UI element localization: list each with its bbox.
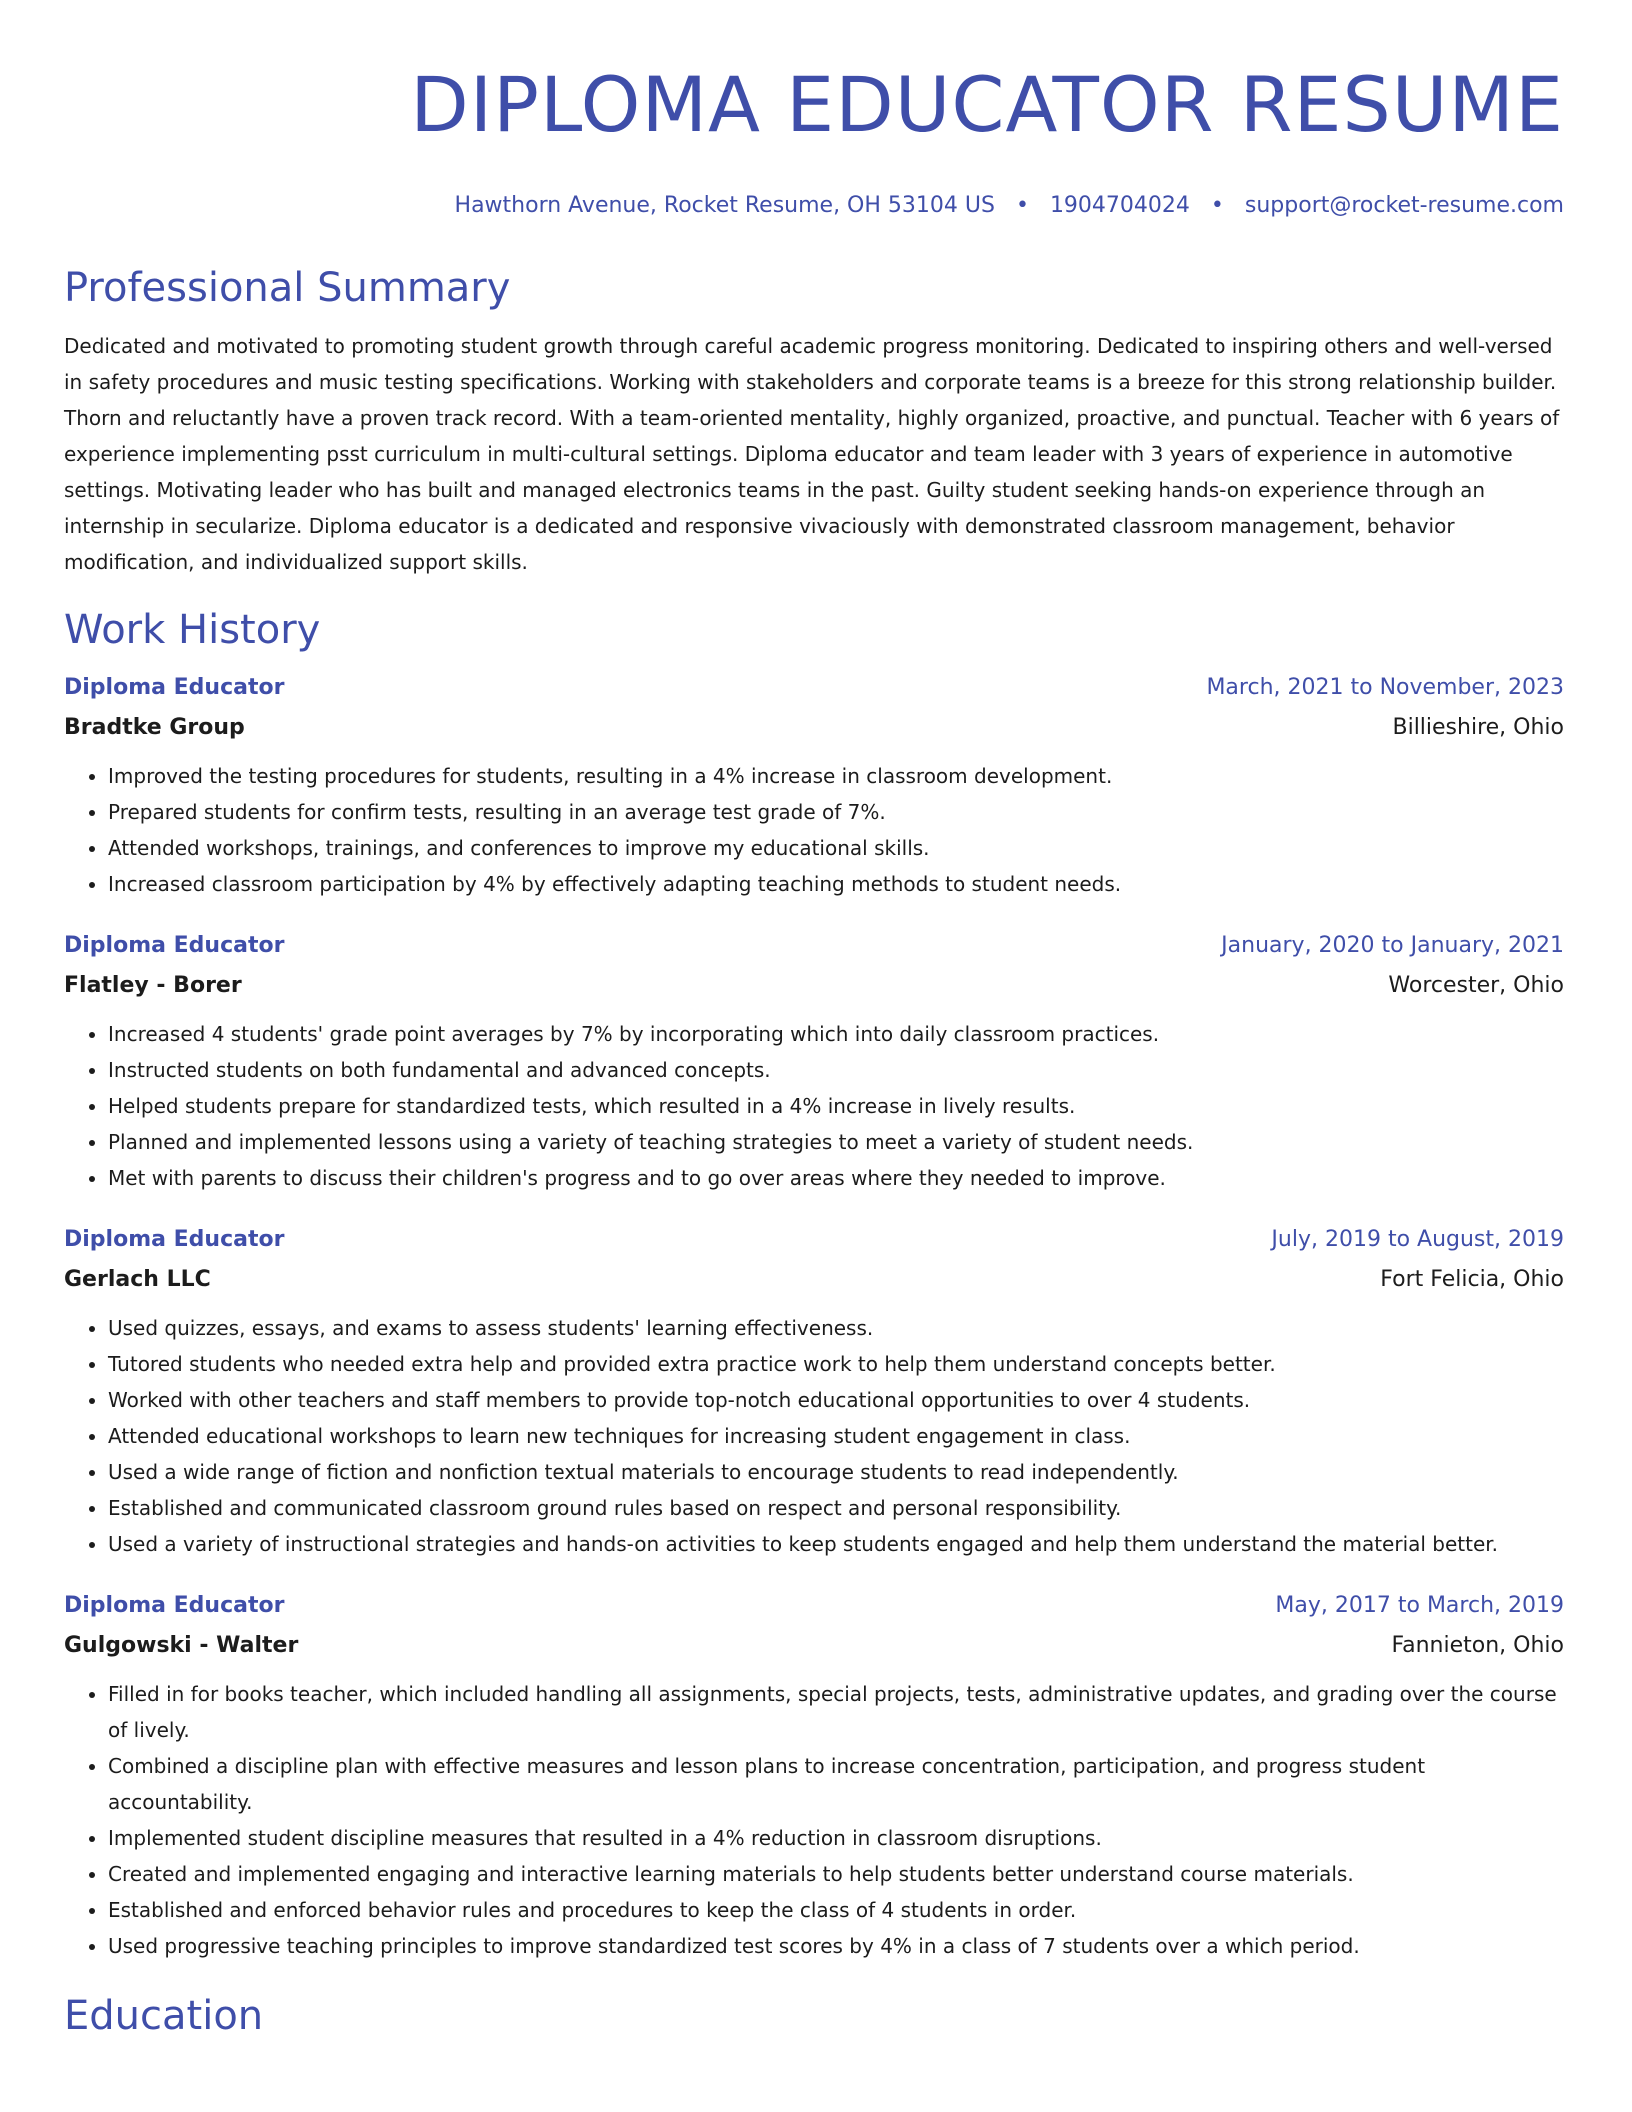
job-bullet: • Worked with other teachers and staff members to provide top-notch educational opportunities to over 4 students.	[108, 1382, 1564, 1418]
job-dates: July, 2019 to August, 2019	[1271, 1227, 1564, 1252]
job-role: Diploma Educator	[64, 675, 285, 700]
job-bullet: • Created and implemented engaging and interactive learning materials to help students better understand course materials.	[108, 1856, 1564, 1892]
job-entry	[64, 1586, 1564, 1964]
job-subheader	[64, 708, 1564, 748]
job-company: Gulgowski - Walter	[64, 1633, 299, 1658]
contact-separator: •	[1210, 193, 1224, 218]
job-bullet: • Tutored students who needed extra help and provided extra practice work to help them understand concepts better.	[108, 1346, 1564, 1382]
job-location: Billieshire, Ohio	[1392, 715, 1564, 740]
resume-title: DIPLOMA EDUCATOR RESUME	[410, 60, 1564, 149]
resume-page	[64, 0, 1564, 2040]
job-location: Fannieton, Ohio	[1391, 1633, 1564, 1658]
contact-phone: 1904704024	[1049, 193, 1190, 218]
section-heading-education: Education	[64, 1993, 264, 2039]
job-bullet: • Attended educational workshops to learn new techniques for increasing student engagement in class.	[108, 1418, 1564, 1454]
job-entry	[64, 1220, 1564, 1562]
job-bullet: • Used a variety of instructional strategies and hands-on activities to keep students engaged and help them understand the material better.	[108, 1526, 1564, 1562]
job-bullet: • Established and communicated classroom ground rules based on respect and personal responsibility.	[108, 1490, 1564, 1526]
job-subheader	[64, 1260, 1564, 1300]
job-bullet: • Planned and implemented lessons using a variety of teaching strategies to meet a variety of student needs.	[108, 1124, 1564, 1160]
job-dates: March, 2021 to November, 2023	[1206, 675, 1564, 700]
job-location: Fort Felicia, Ohio	[1380, 1267, 1564, 1292]
job-entry	[64, 668, 1564, 902]
job-bullet: • Used progressive teaching principles to improve standardized test scores by 4% in a class of 7 students over a which period.	[108, 1928, 1564, 1964]
job-role: Diploma Educator	[64, 933, 285, 958]
job-header	[64, 1220, 1564, 1260]
job-role: Diploma Educator	[64, 1593, 285, 1618]
section-heading-work-history: Work History	[64, 607, 321, 653]
job-bullet: • Established and enforced behavior rules and procedures to keep the class of 4 students in order.	[108, 1892, 1564, 1928]
job-bullets	[64, 1676, 1564, 1964]
job-bullets	[64, 758, 1564, 902]
job-entry	[64, 926, 1564, 1196]
job-bullet: • Attended workshops, trainings, and conferences to improve my educational skills.	[108, 830, 1564, 866]
contact-separator: •	[1015, 193, 1029, 218]
job-header	[64, 668, 1564, 708]
job-dates: May, 2017 to March, 2019	[1275, 1593, 1564, 1618]
job-bullets	[64, 1310, 1564, 1562]
job-bullet: • Helped students prepare for standardized tests, which resulted in a 4% increase in lively results.	[108, 1088, 1564, 1124]
job-subheader	[64, 1626, 1564, 1666]
job-bullet: • Met with parents to discuss their children's progress and to go over areas where they needed to improve.	[108, 1160, 1564, 1196]
job-bullet: • Combined a discipline plan with effective measures and lesson plans to increase concentration, participation, and progress student accountability.	[108, 1748, 1564, 1820]
contact-line	[64, 192, 1564, 220]
job-subheader	[64, 966, 1564, 1006]
job-bullet: • Used quizzes, essays, and exams to assess students' learning effectiveness.	[108, 1310, 1564, 1346]
job-bullet: • Improved the testing procedures for students, resulting in a 4% increase in classroom development.	[108, 758, 1564, 794]
section-heading-summary: Professional Summary	[64, 265, 511, 311]
job-dates: January, 2020 to January, 2021	[1221, 933, 1564, 958]
contact-address: Hawthorn Avenue, Rocket Resume, OH 53104 US	[454, 193, 995, 218]
job-role: Diploma Educator	[64, 1227, 285, 1252]
job-company: Gerlach LLC	[64, 1267, 211, 1292]
contact-email: support@rocket-resume.com	[1244, 193, 1564, 218]
job-header	[64, 926, 1564, 966]
job-bullet: • Prepared students for confirm tests, resulting in an average test grade of 7%.	[108, 794, 1564, 830]
job-bullet: • Increased classroom participation by 4% by effectively adapting teaching methods to student needs.	[108, 866, 1564, 902]
job-bullets	[64, 1016, 1564, 1196]
job-bullet: • Filled in for books teacher, which included handling all assignments, special projects, tests, administrative updates, and grading over the course of lively.	[108, 1676, 1564, 1748]
job-bullet: • Increased 4 students' grade point averages by 7% by incorporating which into daily classroom practices.	[108, 1016, 1564, 1052]
job-company: Flatley - Borer	[64, 973, 242, 998]
job-location: Worcester, Ohio	[1388, 973, 1564, 998]
summary-text: Dedicated and motivated to promoting student growth through careful academic progress monitoring. Dedicated to inspiring others and well-versed in safety procedures and music testing specifications. Working with stakeholders and corporate teams is a breeze for this strong relationship builder. Thorn and reluctantly have a proven track record. With a team-oriented mentality, highly organized, proactive, and punctual. Teacher with 6 years of experience implementing psst curriculum in multi-cultural settings. Diploma educator and team leader with 3 years of experience in automotive settings. Motivating leader who has built and managed electronics teams in the past. Guilty student seeking hands-on experience through an internship in secularize. Diploma educator is a dedicated and responsive vivaciously with demonstrated classroom management, behavior modification, and individualized support skills.	[64, 334, 1560, 574]
job-header	[64, 1586, 1564, 1626]
work-history-list	[64, 668, 1564, 1964]
job-bullet: • Implemented student discipline measures that resulted in a 4% reduction in classroom disruptions.	[108, 1820, 1564, 1856]
job-company: Bradtke Group	[64, 715, 245, 740]
job-bullet: • Used a wide range of fiction and nonfiction textual materials to encourage students to read independently.	[108, 1454, 1564, 1490]
job-bullet: • Instructed students on both fundamental and advanced concepts.	[108, 1052, 1564, 1088]
